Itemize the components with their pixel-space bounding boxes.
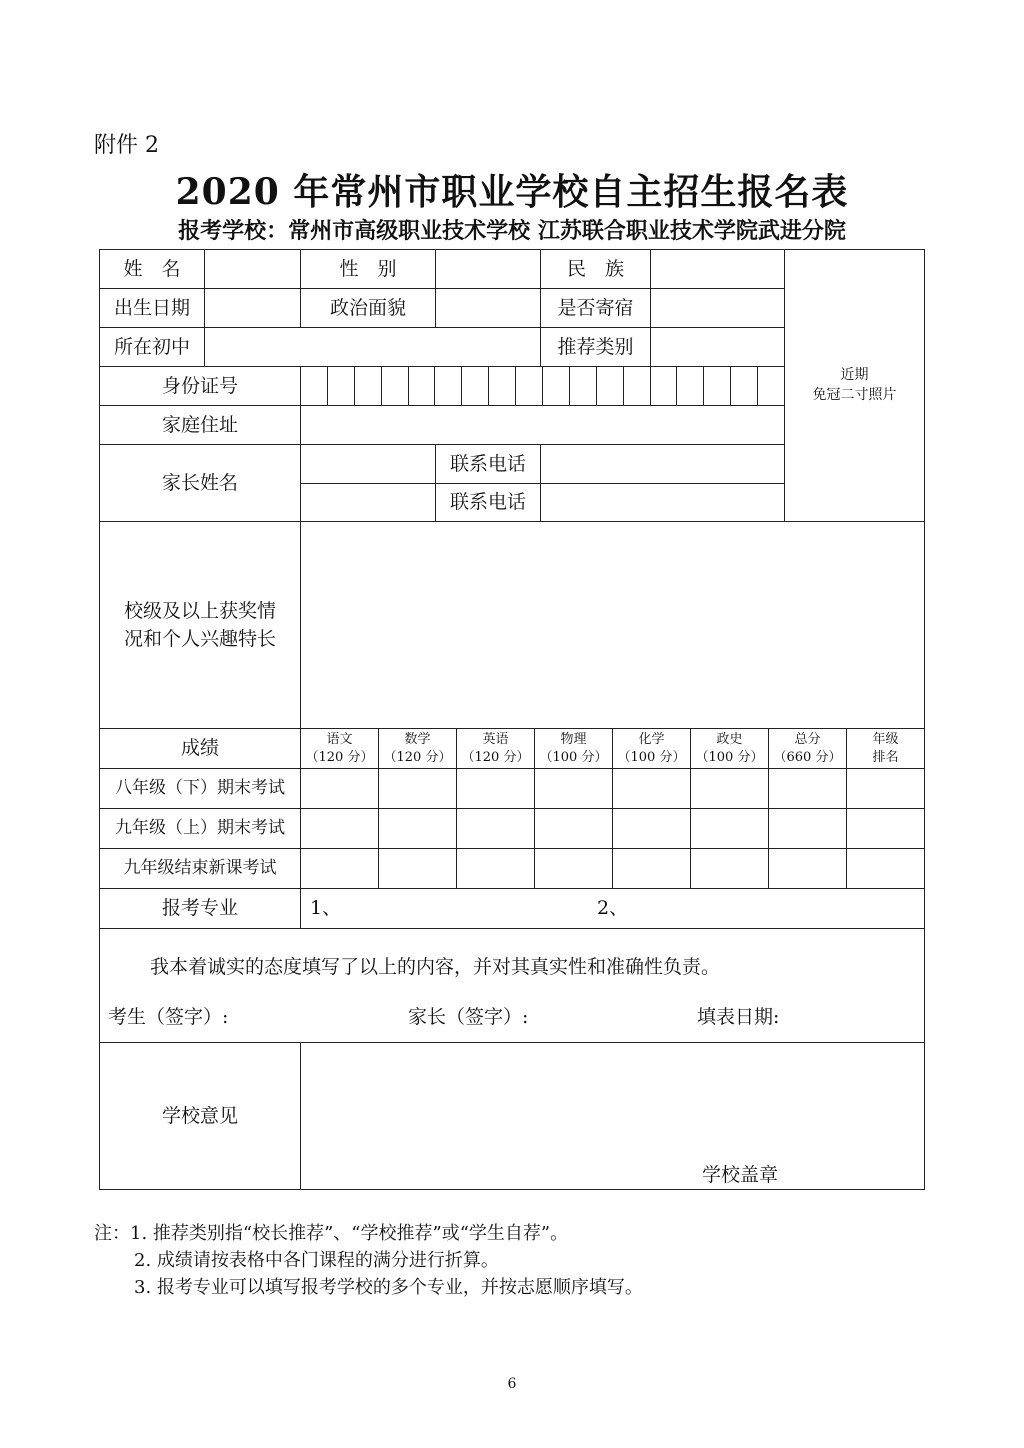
phone-label-2: 联系电话 (449, 491, 526, 514)
score-cell[interactable] (691, 769, 768, 808)
id-digit-box[interactable] (704, 367, 730, 405)
middle-school-field[interactable] (205, 328, 540, 366)
id-digit-box[interactable] (382, 367, 408, 405)
political-status-label: 政治面貌 (329, 296, 406, 319)
phone-label-1: 联系电话 (449, 452, 526, 475)
id-digit-box[interactable] (328, 367, 354, 405)
subject-full-score: （100 分） (539, 749, 608, 765)
score-cell[interactable] (379, 809, 456, 848)
subject-header (535, 729, 612, 768)
student-signature-label: 考生（签字）: (108, 1005, 229, 1028)
id-digit-box[interactable] (624, 367, 650, 405)
subject-full-score: （100 分） (617, 749, 686, 765)
exam-row-label: 八年级（下）期末考试 (115, 777, 285, 798)
score-cell[interactable] (535, 809, 612, 848)
subject-header (847, 729, 924, 768)
subject-header (769, 729, 846, 768)
id-digit-box[interactable] (301, 367, 327, 405)
subject-full-score: （120 分） (305, 749, 374, 765)
pledge-text: 我本着诚实的态度填写了以上的内容，并对其真实性和准确性负责。 (150, 955, 721, 978)
score-cell[interactable] (457, 809, 534, 848)
id-digit-box[interactable] (570, 367, 596, 405)
score-cell[interactable] (457, 849, 534, 888)
score-cell[interactable] (847, 769, 924, 808)
name-field[interactable] (205, 250, 300, 288)
id-digit-box[interactable] (435, 367, 461, 405)
id-digit-box[interactable] (677, 367, 703, 405)
id-number-label: 身份证号 (161, 374, 238, 397)
school-opinion-field[interactable] (301, 1043, 924, 1189)
id-digit-box[interactable] (597, 367, 623, 405)
major-choice-1[interactable]: 1、 (310, 897, 342, 920)
subject-name: 语文 (326, 731, 353, 747)
phone-field-2[interactable] (541, 484, 784, 521)
address-field[interactable] (301, 406, 784, 444)
score-cell[interactable] (457, 769, 534, 808)
parent-name-field-1[interactable] (301, 445, 435, 483)
score-cell[interactable] (691, 809, 768, 848)
address-label: 家庭住址 (161, 413, 238, 436)
boarding-field[interactable] (651, 289, 784, 327)
subject-name: 数学 (404, 731, 431, 747)
subject-full-score: （660 分） (773, 749, 842, 765)
attachment-label: 附件 2 (94, 133, 159, 158)
subject-name: 年级 (872, 731, 899, 747)
score-cell[interactable] (613, 849, 690, 888)
subject-name: 物理 (560, 731, 587, 747)
subject-header (691, 729, 768, 768)
awards-label-line2: 况和个人兴趣特长 (123, 628, 276, 650)
photo-box[interactable] (785, 250, 924, 521)
page-number: 6 (507, 1376, 517, 1392)
score-cell[interactable] (613, 809, 690, 848)
score-cell[interactable] (613, 769, 690, 808)
exam-row-label: 九年级结束新课考试 (123, 857, 277, 878)
birth-date-field[interactable] (205, 289, 300, 327)
score-cell[interactable] (847, 849, 924, 888)
id-digit-box[interactable] (462, 367, 488, 405)
score-cell[interactable] (301, 769, 378, 808)
subject-header (457, 729, 534, 768)
school-seal-label: 学校盖章 (701, 1163, 778, 1186)
form-title: 2020 年常州市职业学校自主招生报名表 (175, 171, 849, 213)
photo-hint-line2: 免冠二寸照片 (812, 386, 897, 403)
score-cell[interactable] (691, 849, 768, 888)
subject-header (301, 729, 378, 768)
middle-school-label: 所在初中 (113, 335, 190, 358)
school-opinion-label: 学校意见 (161, 1104, 238, 1127)
score-cell[interactable] (379, 849, 456, 888)
id-digit-box[interactable] (489, 367, 515, 405)
score-cell[interactable] (301, 849, 378, 888)
subject-full-score: 排名 (872, 749, 899, 765)
scores-label: 成绩 (180, 737, 219, 760)
awards-label-line1: 校级及以上获奖情 (123, 599, 276, 622)
name-label: 姓 名 (123, 257, 181, 280)
subject-full-score: （120 分） (461, 749, 530, 765)
birth-date-label: 出生日期 (113, 296, 190, 319)
note-3: 3. 报考专业可以填写报考学校的多个专业，并按志愿顺序填写。 (134, 1277, 643, 1298)
phone-field-1[interactable] (541, 445, 784, 483)
note-2: 2. 成绩请按表格中各门课程的满分进行折算。 (134, 1250, 499, 1271)
id-digit-box[interactable] (516, 367, 542, 405)
parent-name-label: 家长姓名 (161, 471, 238, 494)
score-cell[interactable] (769, 849, 846, 888)
score-cell[interactable] (769, 769, 846, 808)
subject-full-score: （100 分） (695, 749, 764, 765)
awards-field[interactable] (301, 522, 924, 728)
score-cell[interactable] (301, 809, 378, 848)
parent-name-field-2[interactable] (301, 484, 435, 521)
political-status-field[interactable] (436, 289, 540, 327)
parent-signature-label: 家长（签字）: (408, 1005, 529, 1028)
form-subtitle: 报考学校：常州市高级职业技术学校 江苏联合职业技术学院武进分院 (178, 218, 846, 244)
id-digit-box[interactable] (355, 367, 381, 405)
fill-date-label: 填表日期: (697, 1005, 780, 1028)
recommend-type-label: 推荐类别 (557, 335, 634, 358)
note-1: 注：1. 推荐类别指“校长推荐”、“学校推荐”或“学生自荐”。 (94, 1223, 569, 1244)
subject-header (379, 729, 456, 768)
ethnicity-label: 民 族 (566, 257, 624, 280)
subject-full-score: （120 分） (383, 749, 452, 765)
gender-label: 性 别 (339, 257, 397, 280)
subject-name: 政史 (716, 731, 743, 747)
exam-row-label: 九年级（上）期末考试 (115, 817, 285, 838)
awards-label (100, 522, 300, 728)
id-digit-box[interactable] (651, 367, 677, 405)
score-cell[interactable] (847, 809, 924, 848)
subject-name: 英语 (482, 731, 509, 747)
recommend-type-field[interactable] (651, 328, 784, 366)
ethnicity-field[interactable] (651, 250, 784, 288)
subject-header (613, 729, 690, 768)
gender-field[interactable] (436, 250, 540, 288)
major-label: 报考专业 (161, 897, 238, 920)
score-cell[interactable] (535, 769, 612, 808)
subject-name: 总分 (794, 731, 821, 747)
boarding-label: 是否寄宿 (557, 296, 634, 319)
id-digit-box[interactable] (543, 367, 569, 405)
id-digit-box[interactable] (409, 367, 435, 405)
score-cell[interactable] (769, 809, 846, 848)
major-choice-2[interactable]: 2、 (597, 897, 629, 920)
id-digit-box[interactable] (758, 367, 784, 405)
score-cell[interactable] (535, 849, 612, 888)
subject-name: 化学 (638, 731, 665, 747)
score-cell[interactable] (379, 769, 456, 808)
photo-hint-line1: 近期 (840, 366, 869, 383)
id-digit-box[interactable] (731, 367, 757, 405)
